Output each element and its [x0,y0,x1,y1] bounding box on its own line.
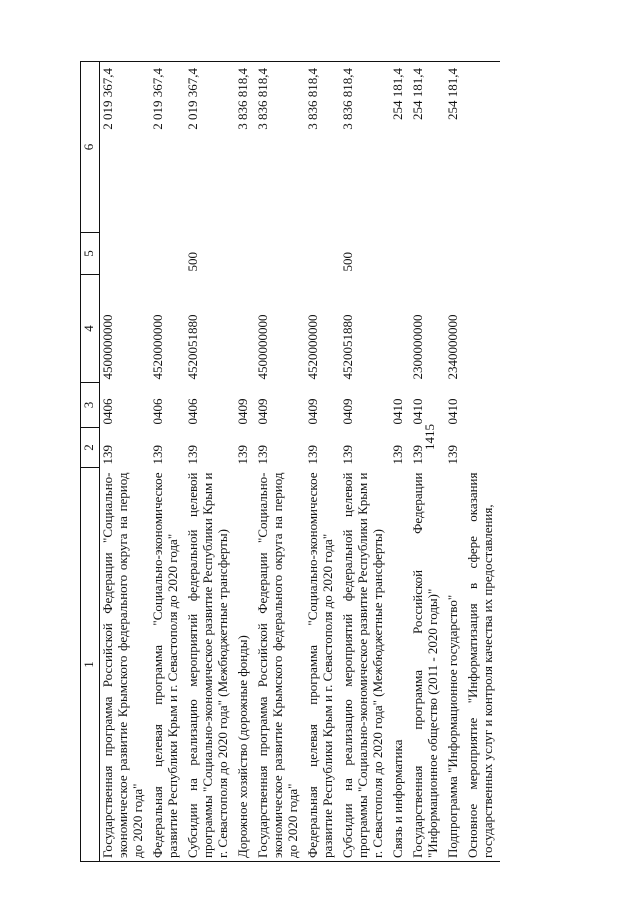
row-value-cell: 500 [185,252,200,272]
header-row [81,62,100,862]
row-value-cell: 4520051880 [185,314,200,380]
row-value-cell: 254 181,4 [410,62,445,233]
row-value-cell: 0410 [410,398,425,425]
budget-table [80,61,500,862]
row-value-cell [150,233,185,275]
row-value-cell: 0409 [340,398,355,425]
header-cell: 1 [81,468,100,862]
row-value-cell: 139 [100,445,115,465]
row-value-cell [235,275,255,383]
row-value-cell: 4500000000 [100,314,115,380]
row-value-cell: 3 836 818,4 [340,62,390,233]
row-value-cell: 4500000000 [255,314,270,380]
row-value-cell: 3 836 818,4 [235,62,255,233]
table-row [465,62,500,862]
row-value-cell: 139 [445,445,460,465]
row-value-cell [445,233,465,275]
row-name-cell: Основное мероприятие "Информатизация в сфере оказания государственных услуг и контроля качества их предоставления, [465,468,500,862]
row-value-cell [235,233,255,275]
table-row [340,62,390,862]
header-cell: 5 [81,233,100,275]
row-value-cell [465,233,500,275]
row-name-cell: Федеральная целевая программа "Социально-экономическое развитие Республики Крым и г. Севастополя до 2020 года" [150,468,185,862]
row-value-cell [465,428,500,468]
row-value-cell: 139 [305,445,320,465]
row-value-cell: 500 [340,252,355,272]
row-value-cell [390,233,410,275]
table-row [185,62,235,862]
table-row [410,62,445,862]
row-value-cell: 0410 [390,398,405,425]
header-cell: 3 [81,383,100,428]
row-value-cell [465,62,500,233]
row-value-cell [305,233,340,275]
row-value-cell: 0406 [150,398,165,425]
row-value-cell: 139 [235,445,250,465]
table-row [255,62,305,862]
row-name-cell: Субсидии на реализацию мероприятий федеральной целевой программы "Социально-экономическое развитие Республики Крым и г. Севастополя до 2020 года" (Межбюджетные трансферты) [185,468,235,862]
row-value-cell: 139 [390,445,405,465]
table-row [445,62,465,862]
row-value-cell [410,233,445,275]
row-value-cell: 0406 [185,398,200,425]
row-value-cell: 3 836 818,4 [255,62,305,233]
table-row [305,62,340,862]
row-value-cell: 139 [255,445,270,465]
row-value-cell: 0406 [100,398,115,425]
table-row [150,62,185,862]
row-value-cell: 139 [340,445,355,465]
header-cell: 4 [81,275,100,383]
row-value-cell [390,275,410,383]
table-row [100,62,151,862]
table-row [390,62,410,862]
row-value-cell: 4520000000 [305,314,320,380]
row-name-cell: Государственная программа Российской Федерации "Информационное общество (2011 - 2020 годы)" [410,468,445,862]
row-value-cell: 0409 [305,398,320,425]
header-cell: 2 [81,428,100,468]
row-value-cell: 2 019 367,4 [185,62,235,233]
row-value-cell: 0409 [235,398,250,425]
row-value-cell: 254 181,4 [445,62,465,233]
row-value-cell [100,233,151,275]
rotated-page [80,62,530,862]
row-value-cell: 0409 [255,398,270,425]
row-value-cell: 4520000000 [150,314,165,380]
row-value-cell: 0410 [445,398,460,425]
row-name-cell: Подпрограмма "Информационное государство" [445,468,465,862]
row-value-cell [465,383,500,428]
header-cell: 6 [81,62,100,233]
row-value-cell: 2 019 367,4 [150,62,185,233]
row-value-cell: 2 019 367,4 [100,62,151,233]
row-value-cell: 2300000000 [410,314,425,380]
row-value-cell: 4520051880 [340,314,355,380]
page-number: 1415 [422,424,437,450]
row-name-cell: Государственная программа Российской Федерации "Социально-экономическое развитие Крымского федерального округа на период до 2020 года" [100,468,151,862]
row-value-cell: 139 [150,445,165,465]
row-value-cell [465,275,500,383]
row-name-cell: Субсидии на реализацию мероприятий федеральной целевой программы "Социально-экономическое развитие Республики Крым и г. Севастополя до 2020 года" (Межбюджетные трансферты) [340,468,390,862]
row-value-cell [255,233,305,275]
row-name-cell: Федеральная целевая программа "Социально-экономическое развитие Республики Крым и г. Севастополя до 2020 года" [305,468,340,862]
row-name-cell: Связь и информатика [390,468,410,862]
table-row [235,62,255,862]
row-name-cell: Государственная программа Российской Федерации "Социально-экономическое развитие Крымского федерального округа на период до 2020 года" [255,468,305,862]
row-value-cell: 2340000000 [445,314,460,380]
row-value-cell: 139 [410,445,425,465]
row-value-cell: 139 [185,445,200,465]
row-value-cell: 254 181,4 [390,62,410,233]
row-value-cell: 3 836 818,4 [305,62,340,233]
row-name-cell: Дорожное хозяйство (дорожные фонды) [235,468,255,862]
